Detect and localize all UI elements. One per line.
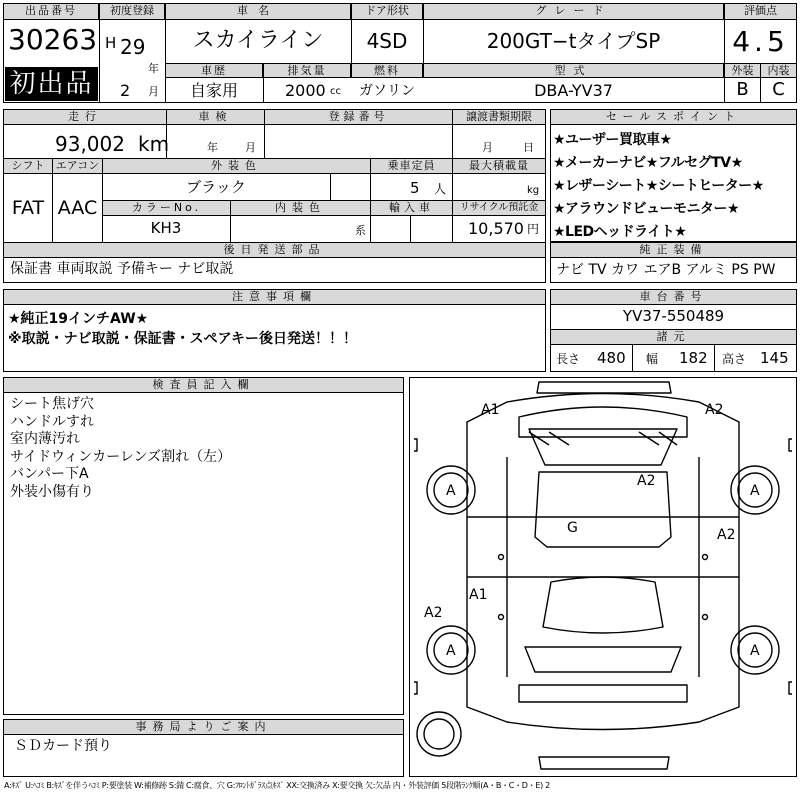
reg-month: 2 [120, 81, 131, 100]
sales-point-item: ★ユーザー買取車★ [553, 132, 672, 148]
shift: FAT [11, 197, 45, 219]
legend: A:ｷｽﾞ U:ﾍｺﾐ B:ｷｽﾞを伴うﾍｺﾐ P:要塗装 W:補修跡 S:錆 C:腐食、穴 G:ﾌﾛﾝﾄｶﾞﾗｽ点ｷｽﾞ XX:交換済み X:要交換 欠:欠品 内・外装評価 5段階ﾗﾝｸ順(A・B・C・D・E) 2 [4, 781, 550, 790]
reg-no-label: 登録番号 [264, 109, 453, 125]
inspector-line: 室内薄汚れ [10, 431, 80, 447]
interior-grade-label: 内装 [760, 63, 797, 78]
exterior-grade-label: 外装 [724, 63, 761, 78]
inspector-line: サイドウィンカーレンズ割れ（左） [10, 448, 232, 465]
fuel: ガソリン [359, 83, 415, 99]
grade: 200GT−tタイプSP [486, 29, 661, 53]
exterior-grade: B [736, 79, 749, 100]
dims-label: 諸元 [550, 329, 797, 345]
max-load-label: 最大積載量 [452, 158, 546, 174]
later-parts: 保証書 車両取説 予備キー ナビ取説 [10, 261, 234, 277]
mark-wheel-fl: A [446, 483, 456, 499]
inspection-year-unit: 年 [207, 141, 218, 154]
height: 145 [760, 349, 789, 367]
note-line: ★純正19インチAW★ [8, 311, 149, 327]
transfer-month-unit: 月 [482, 141, 493, 154]
score: 4.5 [732, 25, 789, 58]
later-parts-label: 後日発送部品 [3, 242, 546, 258]
model-label: 型式 [423, 63, 724, 78]
history-label: 車歴 [165, 63, 263, 78]
reg-year: 29 [120, 35, 146, 59]
recycle: 10,570 [468, 219, 524, 238]
first-listing-badge: 初出品 [5, 67, 98, 101]
width-label: 幅 [646, 352, 659, 366]
equipment: ナビ TV カワ エアB アルミ PS PW [556, 262, 776, 278]
office-label: 事務局よりご案内 [3, 719, 404, 735]
mark-left-rear: A2 [424, 605, 443, 621]
import-label: 輸入車 [370, 200, 453, 216]
history: 自家用 [189, 81, 238, 100]
capacity-unit: 人 [434, 182, 447, 196]
aircon-label: エアコン [52, 158, 103, 174]
displacement: 2000 [285, 81, 326, 100]
door-label: ドア形状 [351, 3, 423, 20]
grade-label: グレード [423, 3, 724, 20]
year-unit: 年 [148, 62, 159, 75]
era: H [105, 34, 117, 52]
mark-front-left: A1 [481, 402, 500, 418]
lot-label: 出品番号 [3, 3, 99, 20]
mileage: 93,002 [55, 132, 125, 156]
door-type: 4SD [366, 29, 408, 53]
inspector-line: ハンドルすれ [10, 413, 94, 430]
recycle-label: リサイクル預託金 [452, 200, 546, 216]
score-label: 評価点 [724, 3, 797, 20]
model: DBA-YV37 [534, 81, 613, 100]
first-reg-label: 初度登録 [99, 3, 165, 20]
length-label: 長さ [556, 352, 581, 366]
width: 182 [679, 349, 708, 367]
mark-wheel-rl: A [446, 643, 456, 659]
inspector-label: 検査員記入欄 [3, 377, 404, 393]
ext-color-label: 外装色 [102, 158, 371, 174]
chassis-label: 車台番号 [550, 289, 797, 305]
inspector-line: バンパー下A [10, 466, 89, 482]
interior-grade: C [772, 79, 785, 100]
transfer-label: 譲渡書類期限 [452, 109, 546, 125]
int-color-unit: 系 [355, 224, 366, 237]
displacement-label: 排気量 [263, 63, 351, 78]
color-no-label: カラーNo. [102, 200, 231, 216]
chassis-number: YV37-550489 [622, 307, 725, 325]
color-no: KH3 [150, 219, 182, 237]
mark-glass: G [567, 520, 578, 536]
sales-point-item: ★レザーシート★シートヒーター★ [553, 178, 764, 194]
office-text: ＳＤカード預り [14, 738, 112, 754]
lot-number: 30263 [8, 23, 98, 56]
inspector-list [10, 396, 231, 501]
mark-roof: A2 [637, 473, 656, 489]
inspection-month-unit: 月 [245, 141, 256, 154]
mileage-unit: km [138, 132, 170, 156]
recycle-unit: 円 [527, 222, 540, 236]
car-name: スカイライン [192, 28, 324, 53]
length: 480 [597, 349, 626, 367]
car-diagram [409, 377, 797, 777]
month-unit: 月 [148, 85, 159, 98]
int-color-label: 内装色 [230, 200, 371, 216]
aircon: AAC [57, 197, 98, 219]
sales-point-item: ★メーカーナビ★フルセグTV★ [553, 155, 743, 171]
notes-list [8, 309, 357, 349]
capacity-label: 乗車定員 [370, 158, 453, 174]
displacement-unit: cc [330, 86, 341, 97]
sales-point-item: ★アラウンドビューモニター★ [553, 201, 740, 217]
height-label: 高さ [722, 352, 747, 366]
mark-left-mid: A1 [469, 587, 488, 603]
note-line: ※取説・ナビ取説・保証書・スペアキー後日発送！！！ [8, 331, 358, 347]
mark-front-right: A2 [705, 402, 724, 418]
mark-wheel-rr: A [750, 643, 760, 659]
inspector-line: 外装小傷有り [10, 483, 94, 500]
mark-wheel-fr: A [750, 483, 760, 499]
inspector-line: シート焦げ穴 [10, 396, 94, 412]
max-load-unit: kg [527, 185, 540, 196]
transfer-day-unit: 日 [523, 141, 534, 154]
equipment-label: 純正装備 [550, 242, 797, 258]
sales-point-item: ★LEDヘッドライト★ [553, 224, 687, 240]
sales-points-label: セールスポイント [550, 109, 797, 125]
notes-label: 注意事項欄 [3, 289, 546, 305]
fuel-label: 燃料 [351, 63, 423, 78]
mileage-label: 走行 [3, 109, 167, 125]
ext-color: ブラック [186, 178, 246, 196]
car-name-label: 車名 [165, 3, 351, 20]
shift-label: シフト [3, 158, 53, 174]
inspection-label: 車検 [166, 109, 265, 125]
sales-points-list [553, 129, 764, 244]
mark-right-rear: A2 [717, 527, 736, 543]
capacity: 5 [410, 179, 420, 197]
